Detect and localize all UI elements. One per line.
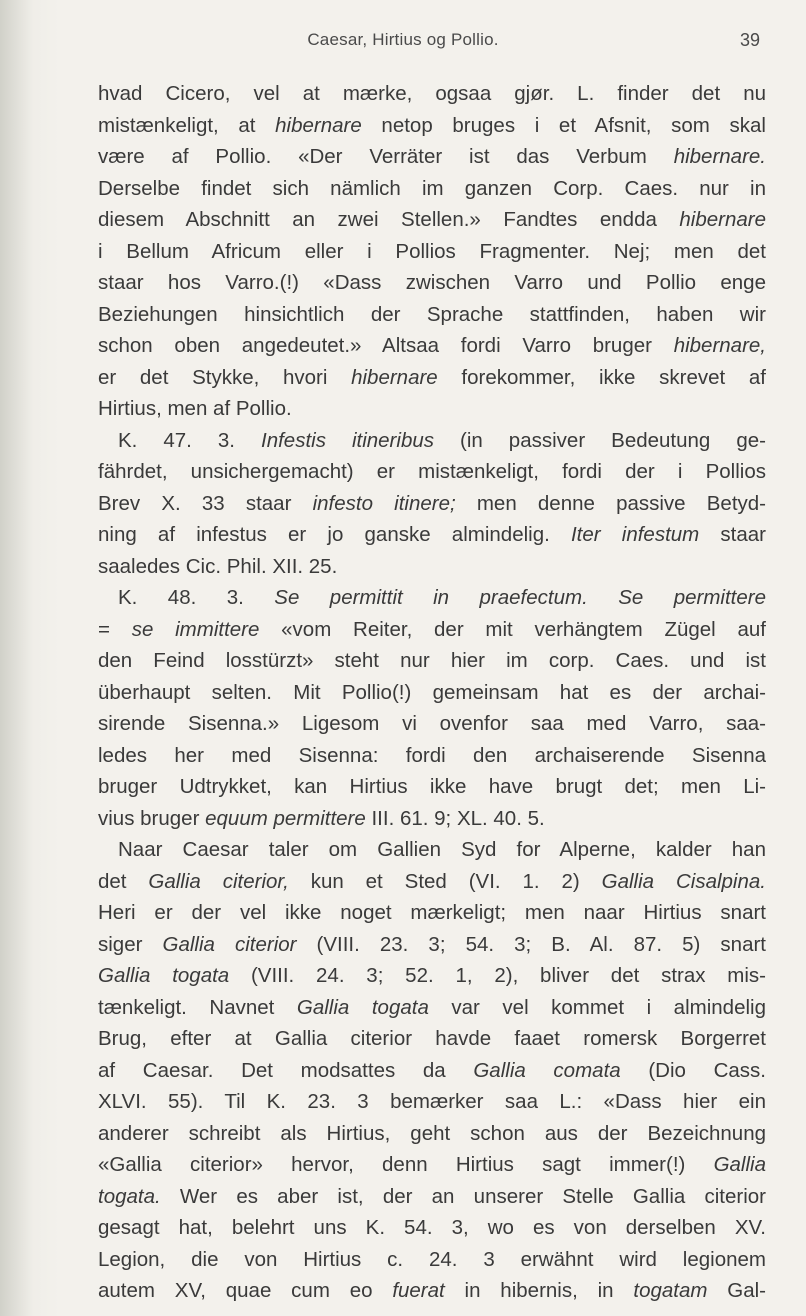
text-segment: XLVI. 55). Til K. 23. 3 bemærker saa L.: «Dass hier ein — [98, 1090, 766, 1113]
text-line — [98, 204, 766, 236]
text-line — [98, 708, 766, 740]
text-segment: (Dio Cass. — [620, 1058, 766, 1082]
text-line — [98, 1118, 766, 1150]
text-segment: den Feind losstürzt» steht nur hier im corp. Caes. und ist — [98, 649, 766, 672]
text-segment: Heri er der vel ikke noget mærkeligt; men naar Hirtius snart — [98, 901, 766, 924]
text-segment: netop bruges i et Afsnit, som skal — [361, 113, 766, 137]
text-segment: fährdet, unsichergemacht) er mistænkeligt, fordi der i Pollios — [98, 460, 766, 483]
text-line — [98, 803, 766, 835]
italic-text-segment: hibernare. — [673, 145, 766, 168]
text-line — [98, 1055, 766, 1087]
text-segment: K. 47. 3. — [118, 428, 261, 452]
text-segment: K. 48. 3. — [118, 586, 275, 609]
page-number: 39 — [739, 30, 760, 50]
text-line — [98, 1244, 766, 1276]
text-segment: ledes her med Sisenna: fordi den archaiserende Sisenna — [98, 743, 766, 767]
text-segment: Wer es aber ist, der an unserer Stelle Gallia citerior — [160, 1184, 766, 1208]
text-segment: Hirtius, men af Pollio. — [98, 397, 292, 420]
text-segment: Legion, die von Hirtius c. 24. 3 erwähnt wird legionem — [98, 1247, 766, 1271]
text-line — [98, 425, 766, 457]
text-segment: tænkeligt. Navnet — [98, 995, 297, 1019]
page-header — [0, 30, 806, 56]
text-line — [98, 645, 766, 677]
text-segment: «vom Reiter, der mit verhängtem Zügel auf — [259, 617, 766, 641]
text-line — [98, 551, 766, 583]
text-line — [98, 393, 766, 425]
text-line — [98, 614, 766, 646]
text-segment: mistænkeligt, at — [98, 113, 276, 137]
italic-text-segment: infesto itinere; — [312, 491, 456, 515]
text-segment: Derselbe findet sich nämlich im ganzen Corp. Caes. nur in — [98, 176, 766, 200]
italic-text-segment: togatam — [633, 1279, 708, 1302]
body-text — [98, 78, 766, 1307]
text-segment: schon oben angedeutet.» Altsaa fordi Varro bruger — [98, 334, 674, 357]
text-segment: Gal- — [707, 1279, 766, 1302]
text-line — [98, 488, 766, 520]
text-line — [98, 267, 766, 299]
gutter-shadow — [0, 0, 60, 1316]
text-segment: men denne passive Betyd- — [455, 491, 766, 515]
italic-text-segment: hibernare, — [673, 334, 766, 357]
text-segment: vius bruger — [98, 806, 206, 830]
italic-text-segment: Gallia togata — [98, 964, 230, 987]
italic-text-segment: se immittere — [131, 617, 260, 641]
text-segment: forekommer, ikke skrevet af — [437, 365, 766, 389]
text-line — [98, 897, 766, 929]
text-segment: Beziehungen hinsichtlich der Sprache stattfinden, haben wir — [98, 302, 766, 326]
text-segment: det — [98, 869, 149, 893]
text-segment: gesagt hat, belehrt uns K. 54. 3, wo es von derselben XV. — [98, 1216, 766, 1239]
text-segment: Naar Caesar taler om Gallien Syd for Alperne, kalder han — [118, 838, 766, 861]
text-line — [98, 1212, 766, 1244]
text-segment: af Caesar. Det modsattes da — [98, 1058, 474, 1082]
italic-text-segment: Gallia togata — [296, 995, 429, 1019]
text-segment: hvad Cicero, vel at mærke, ogsaa gjør. L. finder det nu — [98, 82, 766, 105]
text-line — [98, 173, 766, 205]
text-line — [98, 771, 766, 803]
italic-text-segment: Gallia Cisalpina. — [601, 869, 766, 893]
running-head: Caesar, Hirtius og Pollio. — [307, 30, 499, 49]
text-line — [98, 78, 766, 110]
italic-text-segment: Infestis itineribus — [261, 428, 434, 452]
text-line — [98, 330, 766, 362]
text-segment: (in passiver Bedeutung ge- — [434, 428, 766, 452]
text-segment: i Bellum Africum eller i Pollios Fragmenter. Nej; men det — [98, 239, 766, 263]
text-segment: er det Stykke, hvori — [98, 365, 352, 389]
text-segment: sirende Sisenna.» Ligesom vi ovenfor saa med Varro, saa- — [98, 712, 766, 735]
italic-text-segment: Gallia citerior, — [148, 869, 289, 893]
text-line — [98, 1149, 766, 1181]
italic-text-segment: Se permittit in praefectum. Se permittere — [274, 586, 766, 609]
text-segment: Brev X. 33 staar — [98, 491, 313, 515]
text-segment: diesem Abschnitt an zwei Stellen.» Fandtes endda — [98, 208, 680, 231]
italic-text-segment: Gallia comata — [473, 1058, 621, 1082]
text-segment: saaledes Cic. Phil. XII. 25. — [98, 554, 338, 578]
italic-text-segment: Gallia citerior — [162, 932, 297, 956]
text-segment: Brug, efter at Gallia citerior havde faaet romersk Borgerret — [98, 1027, 766, 1050]
text-line — [98, 141, 766, 173]
italic-text-segment: hibernare — [679, 208, 766, 231]
text-segment: være af Pollio. «Der Verräter ist das Verbum — [98, 145, 674, 168]
text-line — [98, 1023, 766, 1055]
text-segment: = — [98, 617, 132, 641]
text-segment: staar — [699, 523, 766, 546]
text-segment: anderer schreibt als Hirtius, geht schon aus der Bezeichnung — [98, 1121, 766, 1145]
italic-text-segment: Gallia — [713, 1153, 766, 1176]
text-line — [98, 362, 766, 394]
text-segment: (VIII. 24. 3; 52. 1, 2), bliver det strax mis- — [229, 964, 766, 987]
text-line — [98, 519, 766, 551]
text-line — [98, 456, 766, 488]
text-segment: bruger Udtrykket, kan Hirtius ikke have brugt det; men Li- — [98, 775, 766, 798]
text-segment: «Gallia citerior» hervor, denn Hirtius sagt immer(!) — [98, 1153, 714, 1176]
italic-text-segment: hibernare — [351, 365, 438, 389]
text-line — [98, 582, 766, 614]
italic-text-segment: fuerat — [392, 1279, 445, 1302]
text-line — [98, 834, 766, 866]
text-line — [98, 929, 766, 961]
text-segment: überhaupt selten. Mit Pollio(!) gemeinsam hat es der archai- — [98, 680, 766, 704]
text-segment: kun et Sted (VI. 1. 2) — [288, 869, 602, 893]
text-line — [98, 992, 766, 1024]
text-segment: in hibernis, in — [444, 1279, 634, 1302]
text-line — [98, 299, 766, 331]
text-line — [98, 236, 766, 268]
italic-text-segment: equum permittere — [205, 806, 366, 830]
italic-text-segment: Iter infestum — [570, 523, 700, 546]
text-line — [98, 1275, 766, 1307]
text-segment: staar hos Varro.(!) «Dass zwischen Varro und Pollio enge — [98, 271, 766, 294]
text-segment: ning af infestus er jo ganske almindelig. — [98, 523, 571, 546]
text-line — [98, 1086, 766, 1118]
text-segment: var vel kommet i almindelig — [428, 995, 766, 1019]
text-line — [98, 677, 766, 709]
text-line — [98, 960, 766, 992]
text-segment: (VIII. 23. 3; 54. 3; B. Al. 87. 5) snart — [296, 932, 766, 956]
italic-text-segment: hibernare — [275, 113, 362, 137]
text-line — [98, 740, 766, 772]
text-line — [98, 1181, 766, 1213]
italic-text-segment: togata. — [98, 1184, 161, 1208]
text-segment: siger — [98, 932, 163, 956]
text-segment: III. 61. 9; XL. 40. 5. — [365, 806, 545, 830]
text-line — [98, 866, 766, 898]
text-line — [98, 110, 766, 142]
text-segment: autem XV, quae cum eo — [98, 1279, 393, 1302]
